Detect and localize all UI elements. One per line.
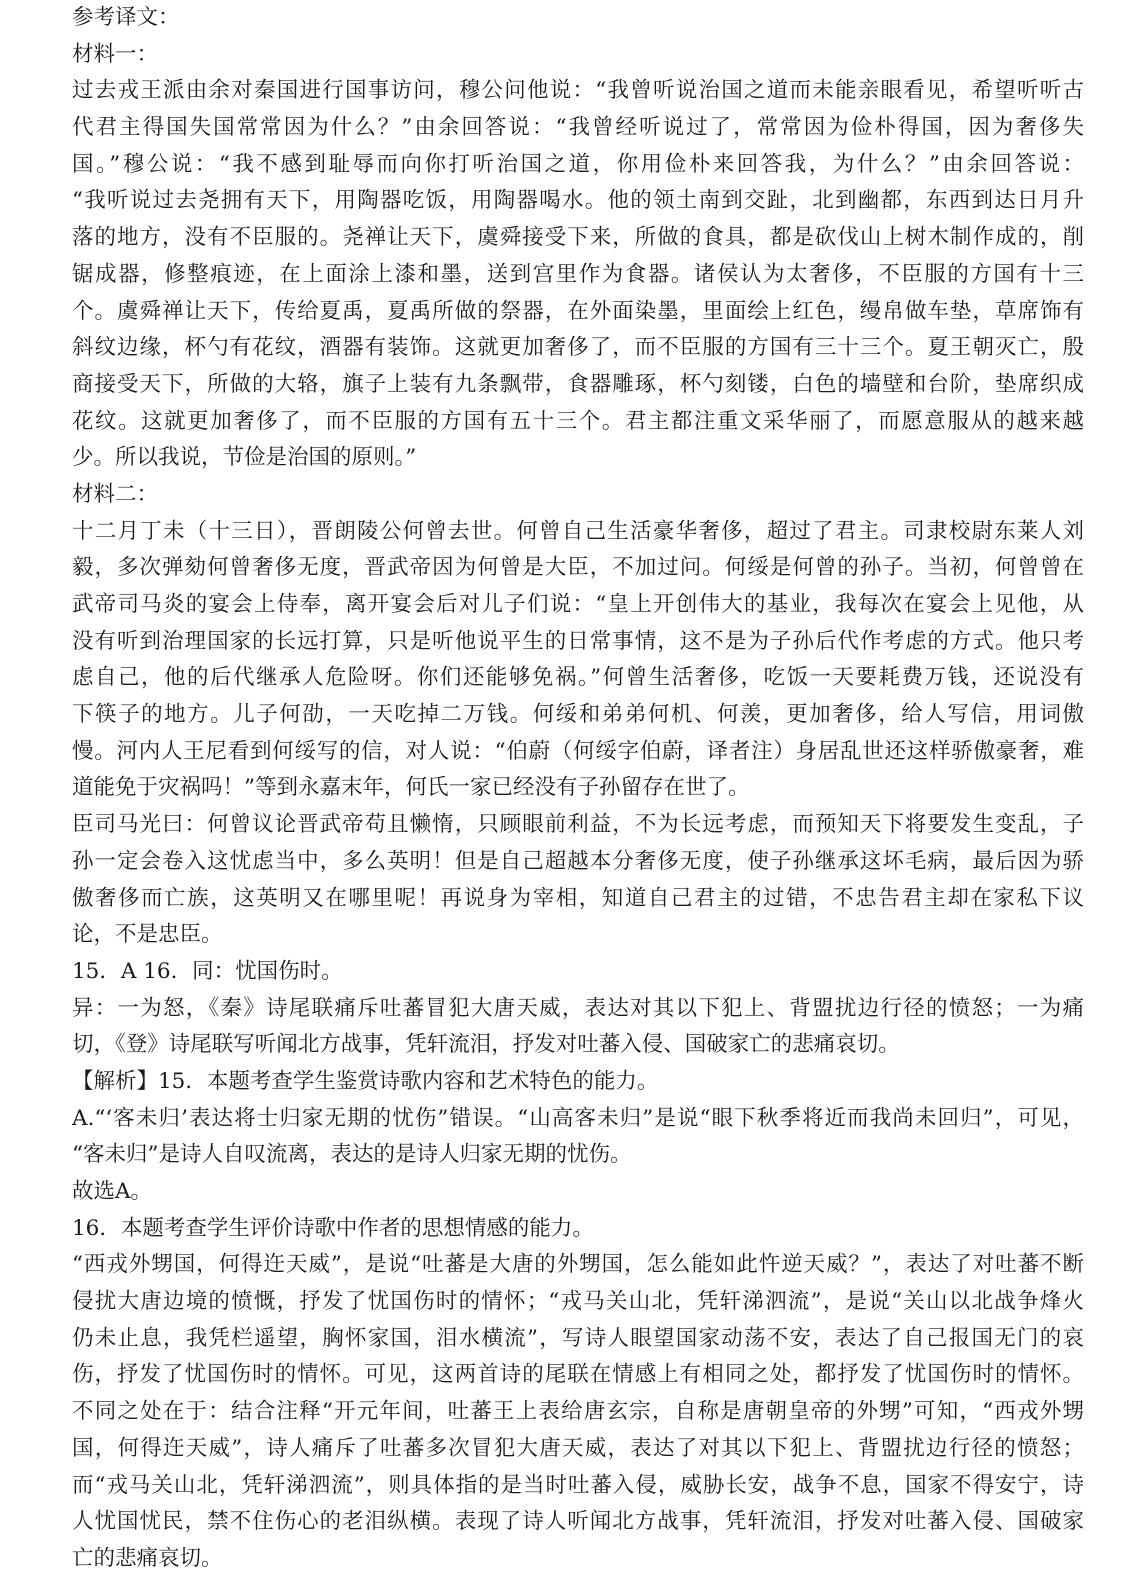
text-line: 国。”穆公说：“我不感到耻辱而向你打听治国之道，你用俭朴来回答我，为什么？”由余回答说： xyxy=(72,151,1084,177)
text-line: 傲奢侈而亡族，这英明又在哪里呢！再说身为宰相，知道自己君主的过错，不忠告君主却在家私下议 xyxy=(72,885,1084,911)
text-line: 切，《登》诗尾联写听闻北方战事，凭轩流泪，抒发对吐蕃入侵、国破家亡的悲痛哀切。 xyxy=(72,1032,900,1058)
text-line: 伤，抒发了忧国伤时的情怀。可见，这两首诗的尾联在情感上有相同之处，都抒发了忧国伤时的情怀。 xyxy=(72,1362,1084,1388)
text-line: “客未归”是诗人自叹流离，表达的是诗人归家无期的忧伤。 xyxy=(72,1142,632,1168)
text-line: 孙一定会卷入这忧虑当中，多么英明！但是自己超越本分奢侈无度，使子孙继承这坏毛病，最后因为骄 xyxy=(72,848,1084,874)
text-line: 材料一： xyxy=(72,41,159,67)
text-line: 少。所以我说，节俭是治国的原则。” xyxy=(72,445,417,471)
text-line: 故选A。 xyxy=(72,1179,153,1204)
text-line: 锯成器，修整痕迹，在上面涂上漆和墨，送到宫里作为食器。诸侯认为太奢侈，不臣服的方国有十三 xyxy=(72,261,1084,287)
text-line: 慢。河内人王尼看到何绥写的信，对人说：“伯蔚（何绥字伯蔚，译者注）身居乱世还这样骄傲豪奢，难 xyxy=(72,738,1084,764)
text-line: 臣司马光曰：何曾议论晋武帝苟且懒惰，只顾眼前利益，不为长远考虑，而预知天下将要发生变乱，子 xyxy=(72,812,1084,838)
text-line: 国，何得迕天威”，诗人痛斥了吐蕃多次冒犯大唐天威，表达了对其以下犯上、背盟扰边行径的愤怒； xyxy=(72,1435,1084,1461)
text-line: 材料二： xyxy=(72,481,159,507)
text-line: 虑自己，他的后代继承人危险呀。你们还能够免祸。”何曾生活奢侈，吃饭一天要耗费万钱，还说没有 xyxy=(72,665,1084,691)
document-page xyxy=(72,0,1084,1578)
text-line: “我听说过去尧拥有天下，用陶器吃饭，用陶器喝水。他的领土南到交趾，北到幽都，东西到达日月升 xyxy=(72,188,1084,214)
text-line: 没有听到治理国家的长远打算，只是听他说平生的日常事情，这不是为子孙后代作考虑的方式。他只考 xyxy=(72,628,1084,654)
text-line: 过去戎王派由余对秦国进行国事访问，穆公问他说：“我曾听说治国之道而未能亲眼看见，希望听听古 xyxy=(72,78,1084,104)
text-line: 武帝司马炎的宴会上侍奉，离开宴会后对儿子们说：“皇上开创伟大的基业，我每次在宴会上见他，从 xyxy=(72,592,1084,617)
text-line: 下筷子的地方。儿子何劭，一天吃掉二万钱。何绥和弟弟何机、何羡，更加奢侈，给人写信，用词傲 xyxy=(72,702,1084,728)
text-line: 十二月丁未（十三日），晋朗陵公何曾去世。何曾自己生活豪华奢侈，超过了君主。司隶校尉东莱人刘 xyxy=(72,518,1084,544)
text-line: 15．A 16．同：忧国伤时。 xyxy=(72,958,343,984)
text-line: 仍未止息，我凭栏遥望，胸怀家国，泪水横流”，写诗人眼望国家动荡不安，表达了自己报国无门的哀 xyxy=(72,1325,1084,1351)
text-line: A.“‘客未归’表达将士归家无期的忧伤”错误。“山高客未归”是说“眼下秋季将近而我尚未回归”，可见， xyxy=(72,1105,1084,1131)
text-line: “西戎外甥国，何得迕天威”，是说“吐蕃是大唐的外甥国，怎么能如此忤逆天威？”，表达了对吐蕃不断 xyxy=(72,1252,1084,1278)
text-line: 异：一为怒，《秦》诗尾联痛斥吐蕃冒犯大唐天威，表达对其以下犯上、背盟扰边行径的愤怒；一为痛 xyxy=(72,995,1084,1021)
text-line: 【解析】15．本题考查学生鉴赏诗歌内容和艺术特色的能力。 xyxy=(72,1068,659,1094)
text-line: 花纹。这就更加奢侈了，而不臣服的方国有五十三个。君主都注重文采华丽了，而愿意服从的越来越 xyxy=(72,408,1084,434)
text-line: 道能免于灾祸吗！”等到永嘉末年，何氏一家已经没有子孙留存在世了。 xyxy=(72,775,750,801)
text-line: 落的地方，没有不臣服的。尧禅让天下，虞舜接受下来，所做的食具，都是砍伐山上树木制作成的，削 xyxy=(72,225,1084,251)
text-line: 论，不是忠臣。 xyxy=(72,922,223,948)
text-line: 斜纹边缘，杯勺有花纹，酒器有装饰。这就更加奢侈了，而不臣服的方国有三十三个。夏王朝灭亡，殷 xyxy=(72,335,1084,361)
text-line: 代君主得国失国常常因为什么？”由余回答说：“我曾经听说过了，常常因为俭朴得国，因为奢侈失 xyxy=(72,115,1084,141)
text-line: 16．本题考查学生评价诗歌中作者的思想情感的能力。 xyxy=(72,1215,594,1241)
text-line: 参考译文： xyxy=(72,5,180,30)
text-line: 毅，多次弹劾何曾奢侈无度，晋武帝因为何曾是大臣，不加过问。何绥是何曾的孙子。当初，何曾曾在 xyxy=(72,555,1084,581)
text-line: 侵扰大唐边境的愤慨，抒发了忧国伤时的情怀；“戎马关山北，凭轩涕泗流”，是说“关山以北战争烽火 xyxy=(72,1289,1084,1315)
text-line: 个。虞舜禅让天下，传给夏禹，夏禹所做的祭器，在外面染墨，里面绘上红色，缦帛做车垫，草席饰有 xyxy=(72,298,1084,324)
text-line: 亡的悲痛哀切。 xyxy=(72,1545,223,1571)
text-line: 人忧国忧民，禁不住伤心的老泪纵横。表现了诗人听闻北方战事，凭轩流泪，抒发对吐蕃入侵、国破家 xyxy=(72,1509,1084,1535)
text-line: 不同之处在于：结合注释“开元年间，吐蕃王上表给唐玄宗，自称是唐朝皇帝的外甥”可知，“西戎外甥 xyxy=(72,1399,1084,1425)
text-line: 商接受天下，所做的大辂，旗子上装有九条飘带，食器雕琢，杯勺刻镂，白色的墙壁和台阶，垫席织成 xyxy=(72,371,1084,397)
text-line: 而“戎马关山北，凭轩涕泗流”，则具体指的是当时吐蕃入侵，威胁长安，战争不息，国家不得安宁，诗 xyxy=(72,1472,1084,1498)
